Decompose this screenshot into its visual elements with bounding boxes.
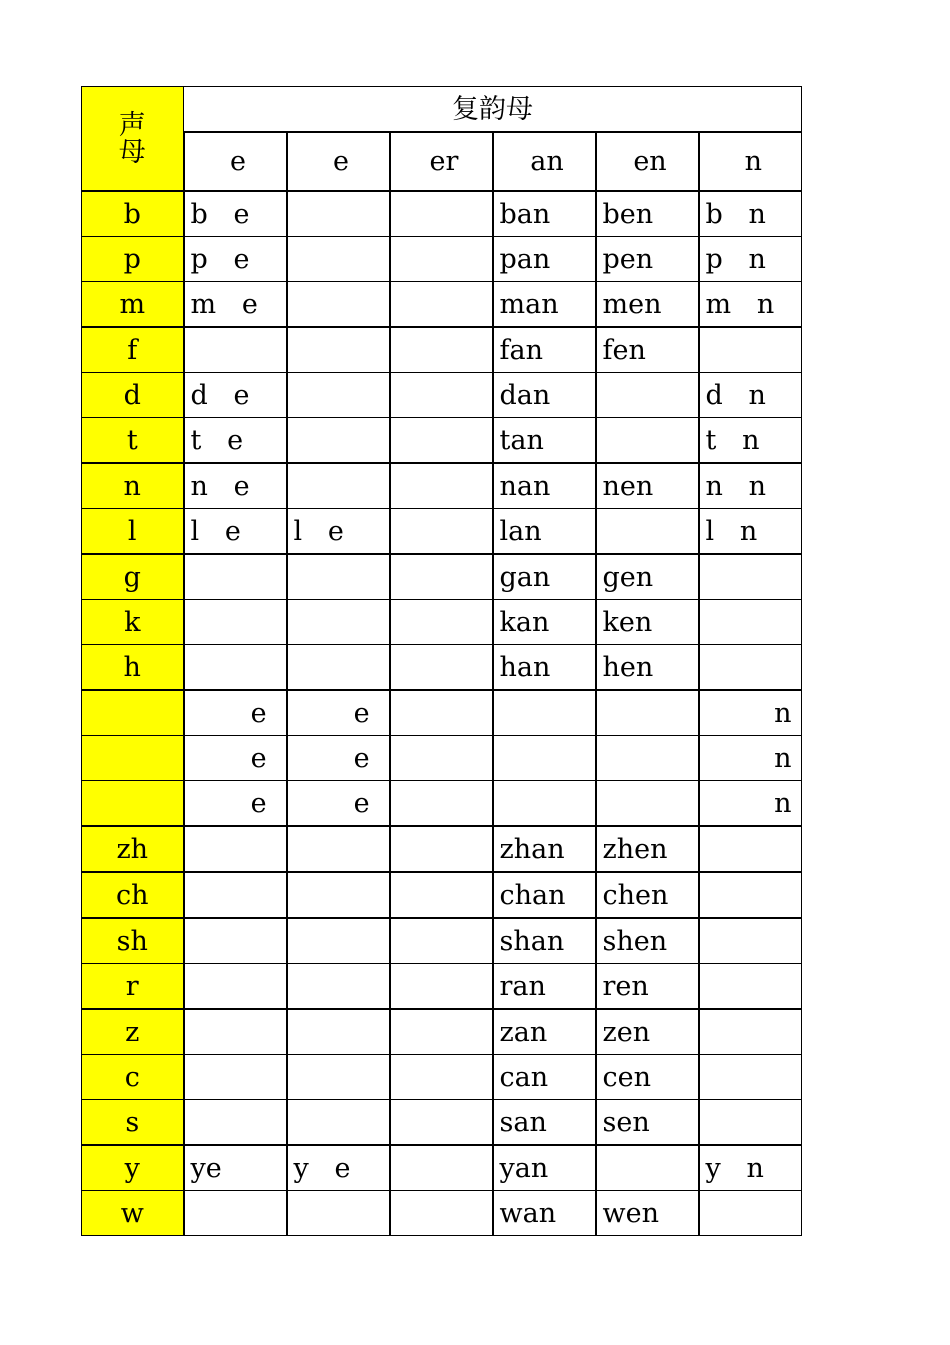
table-row bbox=[82, 781, 802, 827]
syllable-cell bbox=[390, 418, 493, 464]
initial-cell: ch bbox=[82, 872, 184, 918]
final-column-header: en bbox=[596, 132, 699, 191]
syllable-cell bbox=[184, 1100, 287, 1146]
table-row bbox=[82, 964, 802, 1010]
syllable-cell: pan bbox=[493, 237, 596, 282]
syllable-cell: l e bbox=[287, 509, 390, 555]
syllable-cell: t n bbox=[699, 418, 802, 464]
syllable-cell bbox=[699, 645, 802, 691]
syllable-cell bbox=[390, 918, 493, 964]
syllable-cell: d e bbox=[184, 373, 287, 418]
syllable-cell bbox=[287, 1055, 390, 1100]
initial-cell bbox=[82, 781, 184, 827]
syllable-cell: wan bbox=[493, 1191, 596, 1236]
syllable-cell: p e bbox=[184, 237, 287, 282]
syllable-cell bbox=[287, 964, 390, 1010]
table-row bbox=[82, 191, 802, 237]
syllable-cell: han bbox=[493, 645, 596, 691]
syllable-cell: m n bbox=[699, 282, 802, 328]
table-row bbox=[82, 373, 802, 418]
syllable-cell: m e bbox=[184, 282, 287, 328]
syllable-cell bbox=[390, 509, 493, 555]
table-row bbox=[82, 282, 802, 328]
syllable-cell bbox=[287, 600, 390, 645]
syllable-cell bbox=[699, 1100, 802, 1146]
syllable-cell bbox=[287, 645, 390, 691]
syllable-cell bbox=[699, 872, 802, 918]
syllable-cell bbox=[390, 373, 493, 418]
syllable-cell bbox=[699, 1009, 802, 1055]
syllable-cell: chan bbox=[493, 872, 596, 918]
syllable-cell bbox=[184, 826, 287, 872]
syllable-cell bbox=[390, 600, 493, 645]
syllable-cell: ren bbox=[596, 964, 699, 1010]
syllable-cell: dan bbox=[493, 373, 596, 418]
syllable-cell: tan bbox=[493, 418, 596, 464]
syllable-cell: san bbox=[493, 1100, 596, 1146]
syllable-cell bbox=[390, 964, 493, 1010]
syllable-cell bbox=[287, 1100, 390, 1146]
syllable-cell: fan bbox=[493, 327, 596, 373]
syllable-cell: t e bbox=[184, 418, 287, 464]
initial-cell: z bbox=[82, 1009, 184, 1055]
syllable-cell bbox=[390, 781, 493, 827]
table-row bbox=[82, 418, 802, 464]
syllable-cell: ran bbox=[493, 964, 596, 1010]
table-row bbox=[82, 690, 802, 736]
syllable-cell: nen bbox=[596, 463, 699, 509]
syllable-cell: n bbox=[699, 781, 802, 827]
syllable-cell: n bbox=[699, 736, 802, 781]
syllable-cell bbox=[493, 690, 596, 736]
syllable-cell bbox=[699, 826, 802, 872]
syllable-cell bbox=[699, 964, 802, 1010]
syllable-cell: zan bbox=[493, 1009, 596, 1055]
finals-header-title: 复韵母 bbox=[184, 87, 802, 133]
syllable-cell bbox=[184, 918, 287, 964]
syllable-cell: b n bbox=[699, 191, 802, 237]
syllable-cell: nan bbox=[493, 463, 596, 509]
syllable-cell: zen bbox=[596, 1009, 699, 1055]
syllable-cell bbox=[390, 237, 493, 282]
syllable-cell: y n bbox=[699, 1145, 802, 1191]
syllable-cell: d n bbox=[699, 373, 802, 418]
table-row bbox=[82, 327, 802, 373]
initial-cell: w bbox=[82, 1191, 184, 1236]
syllable-cell: wen bbox=[596, 1191, 699, 1236]
final-column-header: e bbox=[184, 132, 287, 191]
syllable-cell: b e bbox=[184, 191, 287, 237]
initial-cell: zh bbox=[82, 826, 184, 872]
final-column-header: e bbox=[287, 132, 390, 191]
pinyin-table bbox=[81, 86, 802, 1236]
syllable-cell bbox=[390, 1145, 493, 1191]
table-row bbox=[82, 1100, 802, 1146]
syllable-cell bbox=[287, 327, 390, 373]
syllable-cell: shen bbox=[596, 918, 699, 964]
syllable-cell bbox=[699, 918, 802, 964]
syllable-cell bbox=[390, 554, 493, 600]
syllable-cell bbox=[287, 1009, 390, 1055]
initial-cell: f bbox=[82, 327, 184, 373]
initial-cell bbox=[82, 736, 184, 781]
syllable-cell: man bbox=[493, 282, 596, 328]
syllable-cell: e bbox=[184, 736, 287, 781]
syllable-cell bbox=[699, 1055, 802, 1100]
initial-cell: s bbox=[82, 1100, 184, 1146]
initial-cell: g bbox=[82, 554, 184, 600]
table-row bbox=[82, 872, 802, 918]
syllable-cell bbox=[184, 1009, 287, 1055]
final-column-header: n bbox=[699, 132, 802, 191]
syllable-cell bbox=[596, 509, 699, 555]
initials-header: 声 母 bbox=[82, 87, 184, 192]
syllable-cell bbox=[596, 690, 699, 736]
table-row bbox=[82, 600, 802, 645]
initial-cell: m bbox=[82, 282, 184, 328]
syllable-cell: men bbox=[596, 282, 699, 328]
syllable-cell: n n bbox=[699, 463, 802, 509]
syllable-cell: fen bbox=[596, 327, 699, 373]
syllable-cell bbox=[184, 645, 287, 691]
syllable-cell bbox=[390, 1191, 493, 1236]
syllable-cell: ken bbox=[596, 600, 699, 645]
syllable-cell: y e bbox=[287, 1145, 390, 1191]
syllable-cell bbox=[287, 918, 390, 964]
table-row bbox=[82, 509, 802, 555]
syllable-cell: lan bbox=[493, 509, 596, 555]
syllable-cell: hen bbox=[596, 645, 699, 691]
syllable-cell: cen bbox=[596, 1055, 699, 1100]
syllable-cell: e bbox=[184, 781, 287, 827]
table-row bbox=[82, 1191, 802, 1236]
syllable-cell: e bbox=[287, 690, 390, 736]
syllable-cell bbox=[699, 327, 802, 373]
syllable-cell bbox=[287, 237, 390, 282]
initial-cell bbox=[82, 690, 184, 736]
syllable-cell: sen bbox=[596, 1100, 699, 1146]
syllable-cell: zhan bbox=[493, 826, 596, 872]
syllable-cell: l n bbox=[699, 509, 802, 555]
table-row bbox=[82, 237, 802, 282]
syllable-cell bbox=[184, 964, 287, 1010]
initial-cell: b bbox=[82, 191, 184, 237]
table-row bbox=[82, 918, 802, 964]
syllable-cell: p n bbox=[699, 237, 802, 282]
table-row bbox=[82, 736, 802, 781]
syllable-cell: e bbox=[184, 690, 287, 736]
syllable-cell bbox=[390, 736, 493, 781]
initial-cell: y bbox=[82, 1145, 184, 1191]
syllable-cell bbox=[390, 1009, 493, 1055]
syllable-cell bbox=[390, 645, 493, 691]
syllable-cell: chen bbox=[596, 872, 699, 918]
final-column-header: er bbox=[390, 132, 493, 191]
syllable-cell bbox=[287, 418, 390, 464]
initial-cell: h bbox=[82, 645, 184, 691]
syllable-cell bbox=[287, 282, 390, 328]
syllable-cell bbox=[390, 1100, 493, 1146]
initial-cell: c bbox=[82, 1055, 184, 1100]
table-row bbox=[82, 1055, 802, 1100]
syllable-cell bbox=[287, 463, 390, 509]
syllable-cell: gen bbox=[596, 554, 699, 600]
syllable-cell bbox=[287, 191, 390, 237]
syllable-cell bbox=[390, 463, 493, 509]
syllable-cell bbox=[184, 1055, 287, 1100]
syllable-cell: yan bbox=[493, 1145, 596, 1191]
syllable-cell: l e bbox=[184, 509, 287, 555]
syllable-cell: can bbox=[493, 1055, 596, 1100]
syllable-cell: pen bbox=[596, 237, 699, 282]
syllable-cell bbox=[596, 418, 699, 464]
syllable-cell bbox=[184, 1191, 287, 1236]
syllable-cell bbox=[699, 1191, 802, 1236]
syllable-cell bbox=[184, 554, 287, 600]
initial-cell: l bbox=[82, 509, 184, 555]
syllable-cell bbox=[390, 282, 493, 328]
syllable-cell bbox=[184, 872, 287, 918]
table-row bbox=[82, 463, 802, 509]
syllable-cell bbox=[390, 327, 493, 373]
syllable-cell bbox=[390, 872, 493, 918]
table-row bbox=[82, 645, 802, 691]
syllable-cell bbox=[287, 826, 390, 872]
syllable-cell bbox=[596, 781, 699, 827]
syllable-cell: gan bbox=[493, 554, 596, 600]
table-row bbox=[82, 826, 802, 872]
syllable-cell bbox=[184, 600, 287, 645]
syllable-cell bbox=[184, 327, 287, 373]
syllable-cell bbox=[287, 373, 390, 418]
initial-cell: n bbox=[82, 463, 184, 509]
syllable-cell: n e bbox=[184, 463, 287, 509]
syllable-cell: e bbox=[287, 736, 390, 781]
initial-cell: t bbox=[82, 418, 184, 464]
final-column-header: an bbox=[493, 132, 596, 191]
syllable-cell bbox=[596, 373, 699, 418]
initial-cell: r bbox=[82, 964, 184, 1010]
initial-cell: sh bbox=[82, 918, 184, 964]
syllable-cell bbox=[493, 781, 596, 827]
syllable-cell: ben bbox=[596, 191, 699, 237]
syllable-cell bbox=[493, 736, 596, 781]
initial-cell: k bbox=[82, 600, 184, 645]
syllable-cell: ye bbox=[184, 1145, 287, 1191]
table-row bbox=[82, 1009, 802, 1055]
syllable-cell: n bbox=[699, 690, 802, 736]
initial-cell: p bbox=[82, 237, 184, 282]
syllable-cell bbox=[390, 690, 493, 736]
syllable-cell: kan bbox=[493, 600, 596, 645]
syllable-cell bbox=[596, 736, 699, 781]
syllable-cell bbox=[596, 1145, 699, 1191]
syllable-cell bbox=[390, 826, 493, 872]
syllable-cell bbox=[699, 554, 802, 600]
syllable-cell bbox=[287, 1191, 390, 1236]
syllable-cell bbox=[390, 1055, 493, 1100]
syllable-cell bbox=[287, 872, 390, 918]
syllable-cell bbox=[699, 600, 802, 645]
table-row bbox=[82, 1145, 802, 1191]
syllable-cell bbox=[287, 554, 390, 600]
syllable-cell: ban bbox=[493, 191, 596, 237]
syllable-cell bbox=[390, 191, 493, 237]
syllable-cell: shan bbox=[493, 918, 596, 964]
table-row bbox=[82, 554, 802, 600]
syllable-cell: e bbox=[287, 781, 390, 827]
syllable-cell: zhen bbox=[596, 826, 699, 872]
initial-cell: d bbox=[82, 373, 184, 418]
